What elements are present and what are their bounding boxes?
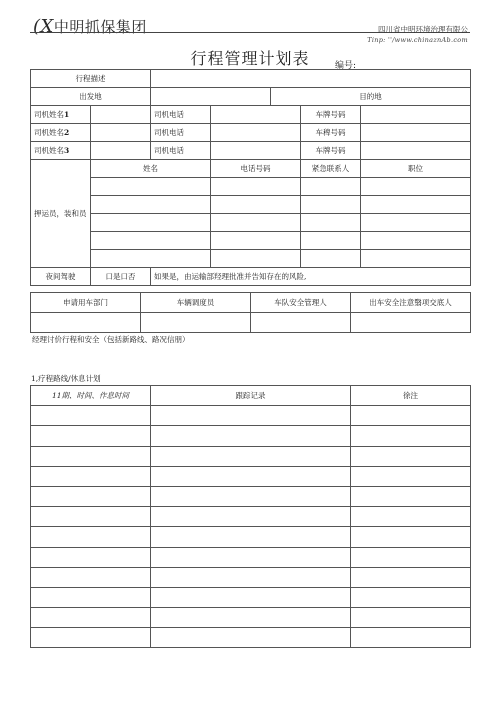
- route-cell[interactable]: [31, 486, 151, 506]
- route-cell[interactable]: [31, 608, 151, 628]
- escort-cell[interactable]: [301, 178, 361, 196]
- page-title: 行程管理计划表: [190, 49, 310, 68]
- route-cell[interactable]: [31, 426, 151, 446]
- escort-cell[interactable]: [301, 196, 361, 214]
- approval-col-safety-manager: 车队安全管理人: [251, 293, 351, 313]
- route-cell[interactable]: [351, 486, 471, 506]
- route-section-title: 1,疗程路线/休息计划: [31, 374, 101, 383]
- route-cell[interactable]: [351, 527, 471, 547]
- escort-cell[interactable]: [301, 250, 361, 268]
- approval-note: 经理讨价行程和安全（包括新路线、路况信朋）: [32, 335, 190, 344]
- escort-cell[interactable]: [211, 196, 301, 214]
- route-cell[interactable]: [31, 466, 151, 486]
- escort-col-emergency: 紧急联系人: [301, 160, 361, 178]
- escort-cell[interactable]: [91, 178, 211, 196]
- company-logo: [33, 16, 147, 37]
- driver1-phone-label: 司机电话: [151, 106, 211, 124]
- route-row: [31, 426, 471, 446]
- destination-label: 目的地: [271, 88, 471, 106]
- escort-cell[interactable]: [91, 196, 211, 214]
- route-cell[interactable]: [31, 628, 151, 648]
- escort-cell[interactable]: [211, 214, 301, 232]
- route-cell[interactable]: [151, 466, 351, 486]
- driver2-name-label: 司机姓名2: [31, 124, 91, 142]
- route-cell[interactable]: [351, 547, 471, 567]
- company-name: 四川省中明环境治理有限公: [378, 25, 468, 34]
- route-cell[interactable]: [151, 628, 351, 648]
- route-cell[interactable]: [31, 547, 151, 567]
- driver2-phone-field[interactable]: [211, 124, 301, 142]
- driver1-name-field[interactable]: [91, 106, 151, 124]
- driver3-phone-field[interactable]: [211, 142, 301, 160]
- night-driving-note: 如果是，由运输部羟理批准并告知存在的风险,: [151, 268, 471, 286]
- escort-cell[interactable]: [361, 232, 471, 250]
- number-label: 编号:: [335, 61, 357, 71]
- route-row: [31, 527, 471, 547]
- route-table: [30, 385, 471, 648]
- logo-mark: (X: [33, 16, 54, 37]
- route-col-time: 11期、时间、作息时间: [31, 386, 151, 406]
- route-row: [31, 587, 471, 607]
- route-cell[interactable]: [351, 567, 471, 587]
- escort-cell[interactable]: [361, 196, 471, 214]
- route-row: [31, 507, 471, 527]
- route-cell[interactable]: [31, 446, 151, 466]
- route-cell[interactable]: [151, 608, 351, 628]
- route-cell[interactable]: [351, 446, 471, 466]
- driver3-name-field[interactable]: [91, 142, 151, 160]
- driver2-plate-field[interactable]: [361, 124, 471, 142]
- approval-col-dept: 申请用车部门: [31, 293, 141, 313]
- route-cell[interactable]: [31, 527, 151, 547]
- route-row: [31, 406, 471, 426]
- route-row: [31, 446, 471, 466]
- route-cell[interactable]: [151, 446, 351, 466]
- driver2-phone-label: 司机电话: [151, 124, 211, 142]
- driver3-phone-label: 司机电话: [151, 142, 211, 160]
- driver1-phone-field[interactable]: [211, 106, 301, 124]
- route-cell[interactable]: [31, 587, 151, 607]
- escort-col-name: 姓名: [91, 160, 211, 178]
- route-cell[interactable]: [151, 507, 351, 527]
- driver2-plate-label: 车稗号码: [301, 124, 361, 142]
- logo-text: 中明抓保集团: [53, 18, 147, 36]
- route-cell[interactable]: [351, 587, 471, 607]
- approval-sign-cell[interactable]: [251, 313, 351, 333]
- night-driving-label: 夜间驾驶: [31, 268, 91, 286]
- route-row: [31, 466, 471, 486]
- route-cell[interactable]: [151, 587, 351, 607]
- driver1-plate-label: 车牌号码: [301, 106, 361, 124]
- approval-col-dispatcher: 车辆调度员: [141, 293, 251, 313]
- escort-cell[interactable]: [301, 232, 361, 250]
- escort-cell[interactable]: [91, 232, 211, 250]
- route-row: [31, 486, 471, 506]
- driver3-plate-label: 车牌号码: [301, 142, 361, 160]
- escort-cell[interactable]: [91, 214, 211, 232]
- route-row: [31, 628, 471, 648]
- escort-cell[interactable]: [91, 250, 211, 268]
- route-cell[interactable]: [151, 567, 351, 587]
- driver3-plate-field[interactable]: [361, 142, 471, 160]
- approval-col-briefer: 出车安全注意翳项交底人: [351, 293, 471, 313]
- route-cell[interactable]: [351, 406, 471, 426]
- driver1-name-label: 司机姓名1: [31, 106, 91, 124]
- approval-sign-cell[interactable]: [351, 313, 471, 333]
- route-cell[interactable]: [351, 507, 471, 527]
- escort-cell[interactable]: [361, 178, 471, 196]
- trip-desc-field[interactable]: [151, 70, 471, 88]
- route-cell[interactable]: [151, 486, 351, 506]
- route-cell[interactable]: [351, 628, 471, 648]
- origin-label: 出发地: [31, 88, 151, 106]
- driver1-plate-field[interactable]: [361, 106, 471, 124]
- route-cell[interactable]: [151, 426, 351, 446]
- escort-col-position: 职位: [361, 160, 471, 178]
- route-cell[interactable]: [151, 547, 351, 567]
- approval-table: [30, 292, 471, 333]
- escort-cell[interactable]: [211, 178, 301, 196]
- escort-cell[interactable]: [361, 214, 471, 232]
- escort-label: 押运员，装和员: [31, 160, 91, 268]
- escort-cell[interactable]: [361, 250, 471, 268]
- route-cell[interactable]: [31, 507, 151, 527]
- route-row: [31, 608, 471, 628]
- route-cell[interactable]: [351, 466, 471, 486]
- route-row: [31, 567, 471, 587]
- origin-field[interactable]: [151, 88, 271, 106]
- company-url: Tinp: ''/www.chinaznAb.com: [367, 36, 468, 44]
- escort-cell[interactable]: [211, 232, 301, 250]
- route-col-remark: 徐注: [351, 386, 471, 406]
- approval-sign-cell[interactable]: [31, 313, 141, 333]
- route-col-tracking: 跟踪记录: [151, 386, 351, 406]
- escort-col-phone: 电话号码: [211, 160, 301, 178]
- route-cell[interactable]: [351, 426, 471, 446]
- route-cell[interactable]: [151, 406, 351, 426]
- trip-form-table: [30, 69, 471, 286]
- route-cell[interactable]: [31, 406, 151, 426]
- route-row: [31, 547, 471, 567]
- route-cell[interactable]: [151, 527, 351, 547]
- driver2-name-field[interactable]: [91, 124, 151, 142]
- escort-cell[interactable]: [301, 214, 361, 232]
- escort-cell[interactable]: [211, 250, 301, 268]
- route-cell[interactable]: [351, 608, 471, 628]
- route-cell[interactable]: [31, 567, 151, 587]
- approval-sign-cell[interactable]: [141, 313, 251, 333]
- night-driving-options[interactable]: 口是口否: [91, 268, 151, 286]
- trip-desc-label: 行程描述: [31, 70, 151, 88]
- driver3-name-label: 司机姓名3: [31, 142, 91, 160]
